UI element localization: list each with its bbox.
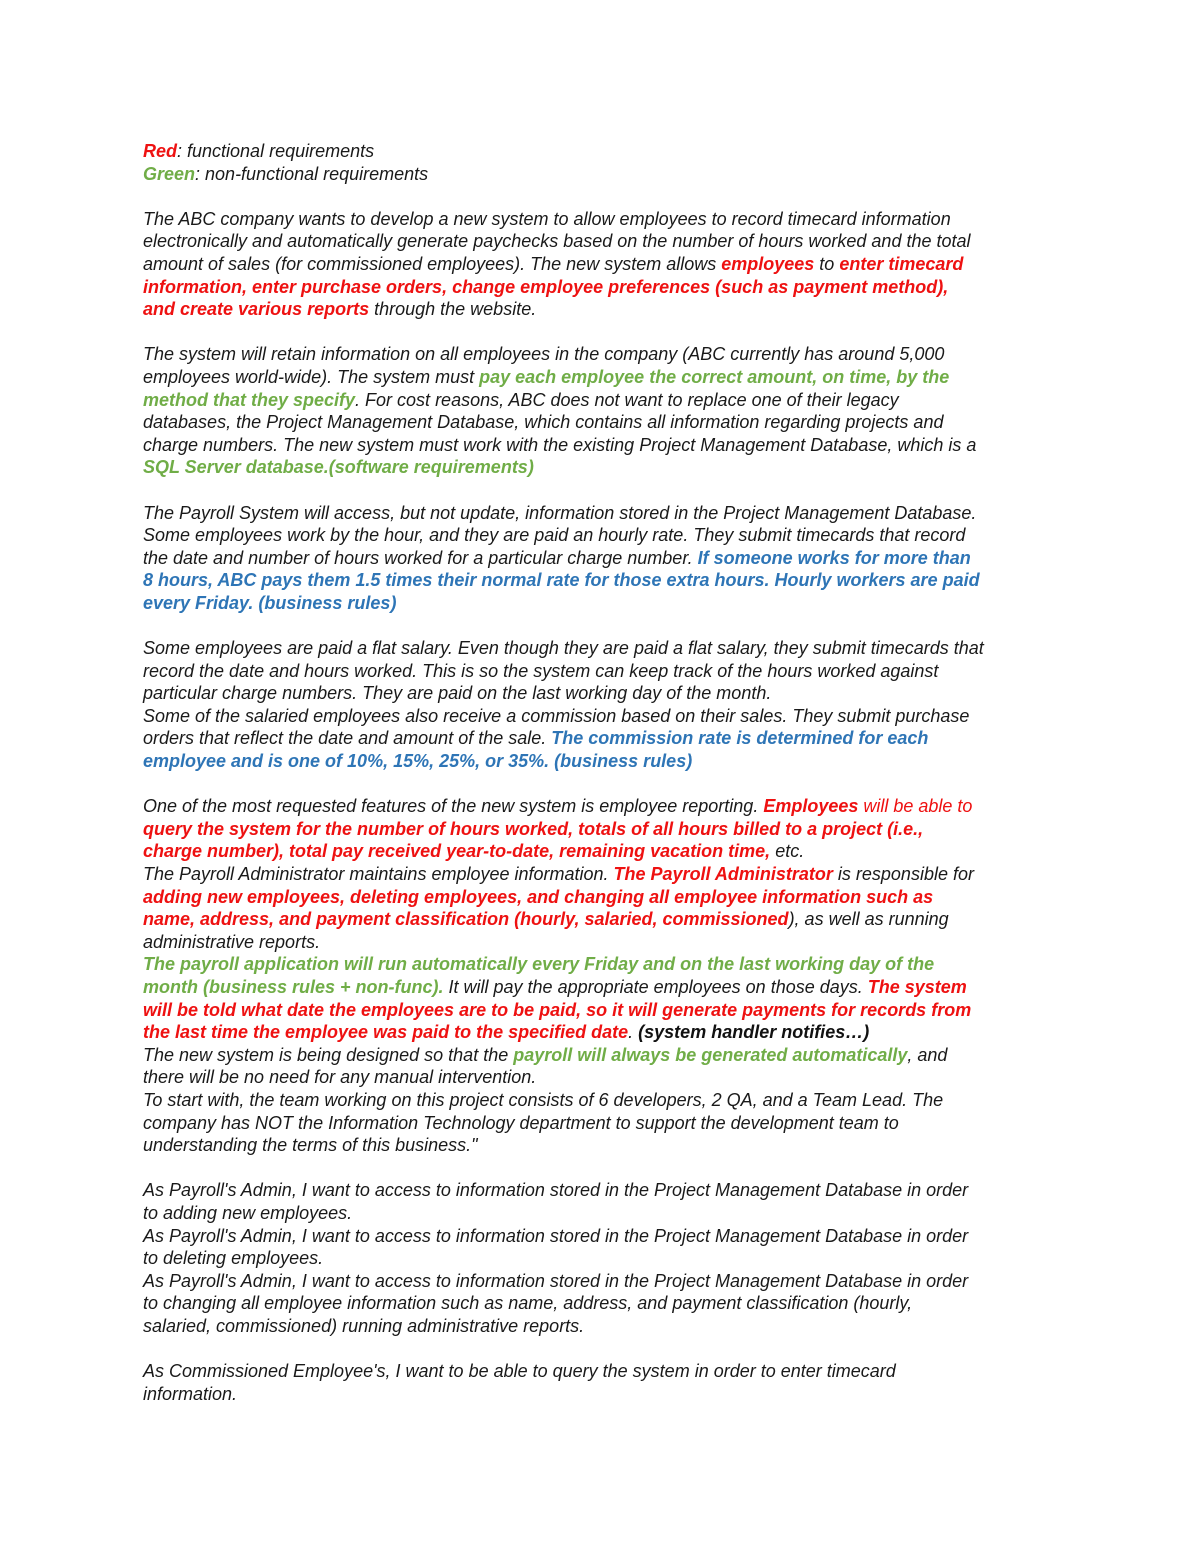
text-line: [143, 886, 1073, 909]
text-line: [143, 1360, 1073, 1383]
text-segment: The system will retain information on all employees in the company (ABC currently has around 5,000: [143, 344, 945, 365]
text-segment: As Commissioned Employee's, I want to be able to query the system in order to enter timecard: [143, 1361, 896, 1382]
text-segment: understanding the terms of this business.": [143, 1135, 478, 1156]
text-line: [143, 1066, 1073, 1089]
document-page: [143, 140, 1073, 1428]
text-segment: the last time the employee was paid to the specified date: [143, 1022, 629, 1043]
text-line: [143, 1292, 1073, 1315]
text-line: [143, 253, 1073, 276]
text-segment: information, enter purchase orders, change employee preferences (such as payment method),: [143, 276, 949, 297]
legend-line-green: [143, 163, 1073, 186]
text-segment: To start with, the team working on this project consists of 6 developers, 2 QA, and a Team Lead. The: [143, 1089, 944, 1110]
text-segment: Some employees are paid a flat salary. Even though they are paid a flat salary, they submit timecards that: [143, 638, 984, 659]
text-line: [143, 569, 1073, 592]
text-line: [143, 1202, 1073, 1225]
text-line: [143, 1179, 1073, 1202]
text-segment: Some of the salaried employees also receive a commission based on their sales. They submit purchase: [143, 705, 970, 726]
text-segment: employees: [721, 253, 815, 274]
text-line: [143, 1247, 1073, 1270]
text-segment: charge numbers. The new system must work with the existing Project Management Database, which is a: [143, 434, 977, 455]
text-line: [143, 908, 1073, 931]
text-segment: 8 hours, ABC pays them 1.5 times their normal rate for those extra hours. Hourly workers are paid: [143, 570, 980, 591]
text-line: [143, 953, 1073, 976]
text-segment: etc.: [770, 841, 805, 862]
text-line: [143, 1315, 1073, 1338]
color-legend: [143, 140, 1073, 185]
text-segment: information.: [143, 1383, 238, 1404]
text-segment: the date and number of hours worked for a particular charge number.: [143, 547, 698, 568]
text-segment: enter timecard: [839, 253, 964, 274]
text-segment: record the date and hours worked. This is so the system can keep track of the hours worked against: [143, 660, 939, 681]
text-line: [143, 999, 1073, 1022]
text-segment: company has NOT the Information Technology department to support the development team to: [143, 1112, 899, 1133]
text-segment: every Friday. (business rules): [143, 592, 397, 613]
text-segment: SQL Server database.(software requirements): [143, 457, 534, 478]
text-segment: The system: [867, 976, 967, 997]
text-line: [143, 705, 1073, 728]
text-segment: and create various reports: [143, 299, 370, 320]
text-line: [143, 1270, 1073, 1293]
paragraph: [143, 502, 1073, 615]
text-segment: The commission rate is determined for each: [551, 728, 929, 749]
text-segment: payroll will always be generated automatically: [513, 1044, 908, 1065]
text-line: [143, 795, 1073, 818]
text-line: [143, 366, 1073, 389]
text-line: [143, 863, 1073, 886]
text-segment: there will be no need for any manual intervention.: [143, 1067, 537, 1088]
text-line: [143, 682, 1073, 705]
text-segment: salaried, commissioned) running administrative reports.: [143, 1315, 585, 1336]
text-line: [143, 1021, 1073, 1044]
text-line: [143, 840, 1073, 863]
text-segment: to adding new employees.: [143, 1202, 353, 1223]
text-segment: As Payroll's Admin, I want to access to information stored in the Project Management Database in order: [143, 1270, 969, 1291]
text-segment: electronically and automatically generate paychecks based on the number of hours worked and the total: [143, 231, 971, 252]
text-line: [143, 660, 1073, 683]
text-line: [143, 502, 1073, 525]
text-line: [143, 750, 1073, 773]
text-segment: The Payroll Administrator: [613, 864, 833, 884]
text-line: [143, 1134, 1073, 1157]
text-segment: ), as well as running: [788, 909, 949, 930]
text-segment: to changing all employee information such as name, address, and payment classification (hourly,: [143, 1293, 913, 1314]
text-line: [143, 230, 1073, 253]
text-line: [143, 976, 1073, 999]
text-segment: The Payroll Administrator maintains employee information.: [143, 864, 614, 884]
text-segment: month (business rules + non-func).: [143, 976, 444, 997]
text-segment: The ABC company wants to develop a new system to allow employees to record timecard information: [143, 208, 951, 229]
text-segment: amount of sales (for commissioned employees). The new system allows: [143, 253, 722, 274]
paragraph: [143, 208, 1073, 321]
text-line: [143, 931, 1073, 954]
text-segment: method that they specify: [143, 389, 356, 410]
text-line: [143, 208, 1073, 231]
legend-key-green: Green: [143, 163, 196, 184]
paragraph: [143, 637, 1073, 773]
text-segment: pay each employee the correct amount, on time, by the: [479, 366, 950, 387]
text-line: [143, 1112, 1073, 1135]
text-line: [143, 547, 1073, 570]
text-line: [143, 411, 1073, 434]
text-line: [143, 524, 1073, 547]
text-segment: query the system for the number of hours worked, totals of all hours billed to a project (i.e.,: [143, 818, 924, 839]
text-segment: One of the most requested features of the new system is employee reporting.: [143, 796, 764, 817]
text-segment: will be able to: [858, 796, 973, 817]
text-segment: particular charge numbers. They are paid on the last working day of the month.: [143, 683, 772, 704]
text-segment: The payroll application will run automatically every Friday and on the last working day of the: [143, 954, 935, 975]
text-segment: , and: [907, 1044, 948, 1065]
text-line: [143, 1044, 1073, 1067]
text-segment: to: [814, 253, 840, 274]
text-segment: Employees: [763, 796, 859, 817]
text-segment: employee and is one of 10%, 15%, 25%, or 35%. (business rules): [143, 751, 693, 772]
text-segment: . For cost reasons, ABC does not want to replace one of their legacy: [355, 389, 899, 410]
legend-key-red: Red: [143, 141, 178, 161]
text-line: [143, 1383, 1073, 1406]
document-body: [143, 208, 1073, 1405]
text-line: [143, 637, 1073, 660]
text-line: [143, 389, 1073, 412]
text-segment: charge number), total pay received year-to-date, remaining vacation time,: [143, 841, 771, 862]
text-line: [143, 276, 1073, 299]
text-line: [143, 818, 1073, 841]
text-segment: administrative reports.: [143, 931, 321, 952]
text-segment: As Payroll's Admin, I want to access to information stored in the Project Management Database in order: [143, 1180, 969, 1201]
text-line: [143, 727, 1073, 750]
text-segment: If someone works for more than: [697, 547, 971, 568]
legend-desc-red: : functional requirements: [177, 141, 375, 161]
text-line: [143, 298, 1073, 321]
text-segment: .: [628, 1022, 639, 1043]
text-segment: employees world-wide). The system must: [143, 366, 480, 387]
text-segment: It will pay the appropriate employees on those days.: [443, 976, 868, 997]
text-line: [143, 434, 1073, 457]
text-line: [143, 592, 1073, 615]
text-segment: will be told what date the employees are to be paid, so it will generate payments for records from: [143, 999, 972, 1020]
text-segment: (system handler notifies…): [638, 1022, 870, 1043]
paragraph: [143, 1179, 1073, 1337]
text-segment: Some employees work by the hour, and they are paid an hourly rate. They submit timecards that record: [143, 525, 966, 546]
text-segment: name, address, and payment classification (hourly, salaried, commissioned: [143, 909, 789, 930]
text-segment: orders that reflect the date and amount of the sale.: [143, 728, 552, 749]
legend-line-red: [143, 140, 1073, 163]
text-segment: The new system is being designed so that the: [143, 1044, 514, 1065]
text-segment: is responsible for: [832, 864, 974, 884]
text-line: [143, 343, 1073, 366]
text-line: [143, 456, 1073, 479]
text-line: [143, 1089, 1073, 1112]
paragraph: [143, 343, 1073, 479]
text-segment: adding new employees, deleting employees, and changing all employee information such as: [143, 886, 934, 907]
paragraph: [143, 795, 1073, 1157]
paragraph: [143, 1360, 1073, 1405]
legend-desc-green: : non-functional requirements: [195, 163, 429, 184]
text-segment: through the website.: [369, 299, 537, 320]
text-segment: As Payroll's Admin, I want to access to information stored in the Project Management Database in order: [143, 1225, 969, 1246]
text-segment: The Payroll System will access, but not update, information stored in the Project Management Database.: [143, 502, 977, 523]
text-segment: to deleting employees.: [143, 1248, 324, 1269]
text-line: [143, 1225, 1073, 1248]
text-segment: databases, the Project Management Database, which contains all information regarding projects and: [143, 412, 944, 433]
